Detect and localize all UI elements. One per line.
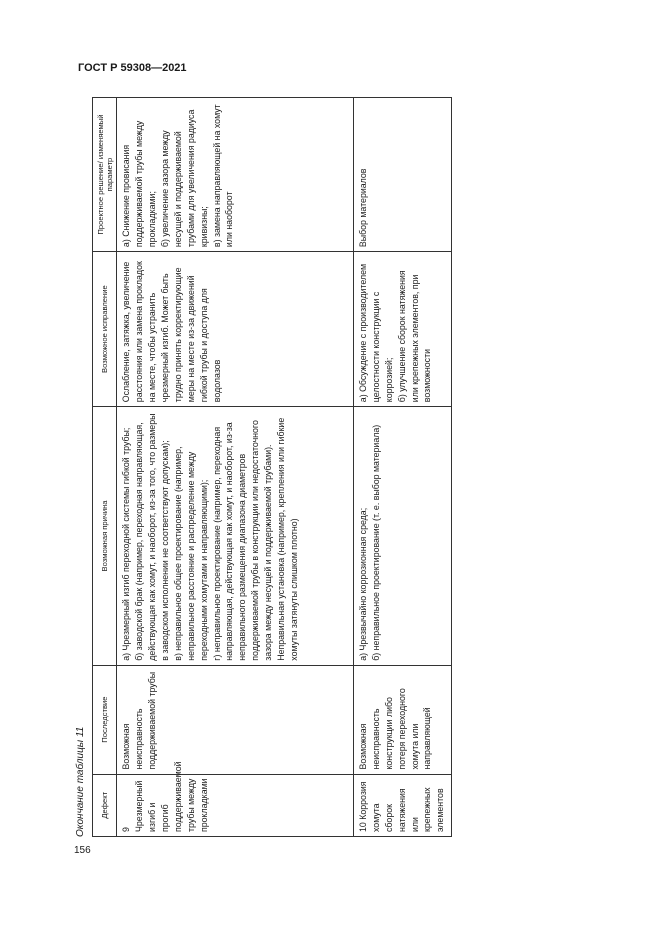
table-row [353, 98, 451, 837]
document-header: ГОСТ Р 59308—2021 [78, 62, 187, 74]
table-header-row [93, 98, 117, 837]
consequence-text: Возможная неисправность поддерживаемой трубы [121, 671, 157, 770]
defect-text: 9 Чрезмерный изгиб и прогиб поддерживаемой трубы между прокладками [121, 761, 209, 832]
fix-cell [353, 252, 451, 407]
defects-table [92, 97, 452, 837]
cause-text: а) Чрезмерный изгиб переходной системы гибкой трубы; б) заводской брак (например, переходная направляющая, действующая как хомут, и наоборот, из-за того, что размеры в заводском исполнении не соответствуют допускам); в) неправильное общее проектирование (например, неправильное расстояние и распределение между переходными хомутами и направляющими); г) неправильное проектирование (например, переходная направляющая, действующая как хомут, и наоборот, из-за неправильного размещения диапазона диаметров поддерживаемой трубы в конструкции или недостаточного зазора между несущей и поддерживаемой трубами). Неправильная установка (например, крепления или гибкие хомуты затянуты слишком плотно) [121, 413, 299, 661]
solution-cell [117, 98, 354, 252]
table-row [117, 98, 354, 837]
cause-text: а) Чрезвычайно коррозионная среда; б) неправильное проектирование (т. е. выбор материала) [357, 424, 381, 661]
solution-text: а) Снижение провисания поддерживаемой трубы между прокладками; б) увеличение зазора между несущей и поддерживаемой трубами для увеличения радиуса кривизны; в) замена направляющей на хомут или наоборот [121, 104, 235, 248]
defect-text: 10 Коррозия хомута сборок натяжения или крепежных элементов [357, 781, 446, 832]
fix-text: Ослабление, затяжка, увеличение расстояния или замена прокладок на месте, чтобы устранить чрезмерный изгиб. Может быть трудно принять корректирующие меры на месте из-за движений гибкой трубы и доступа для водолазов [121, 261, 222, 403]
column-header-defect: Дефект [93, 774, 117, 836]
consequence-cell [117, 665, 354, 774]
fix-cell [117, 252, 354, 407]
defect-cell [353, 774, 451, 836]
rotated-table-block [75, 97, 453, 837]
solution-cell [353, 98, 451, 252]
fix-text: а) Обсуждение с производителем целостности конструкции с коррозией; б) улучшение сборок натяжения или крепежных элементов, при возможности [357, 263, 433, 403]
page-number: 156 [74, 845, 91, 856]
column-header-cause: Возможная причина [93, 407, 117, 666]
cause-cell [117, 407, 354, 666]
column-header-solution: Проектное решение/ изменяемый параметр [93, 98, 117, 252]
table-caption: Окончание таблицы 11 [75, 726, 86, 837]
column-header-fix: Возможное исправление [93, 252, 117, 407]
consequence-text: Возможная неисправность конструкции либо потеря переходного хомута или направляющей [357, 688, 433, 770]
consequence-cell [353, 665, 451, 774]
solution-text: Выбор материалов [357, 168, 368, 248]
cause-cell [353, 407, 451, 666]
defect-cell [117, 761, 354, 836]
column-header-consequence: Последствие [93, 665, 117, 774]
